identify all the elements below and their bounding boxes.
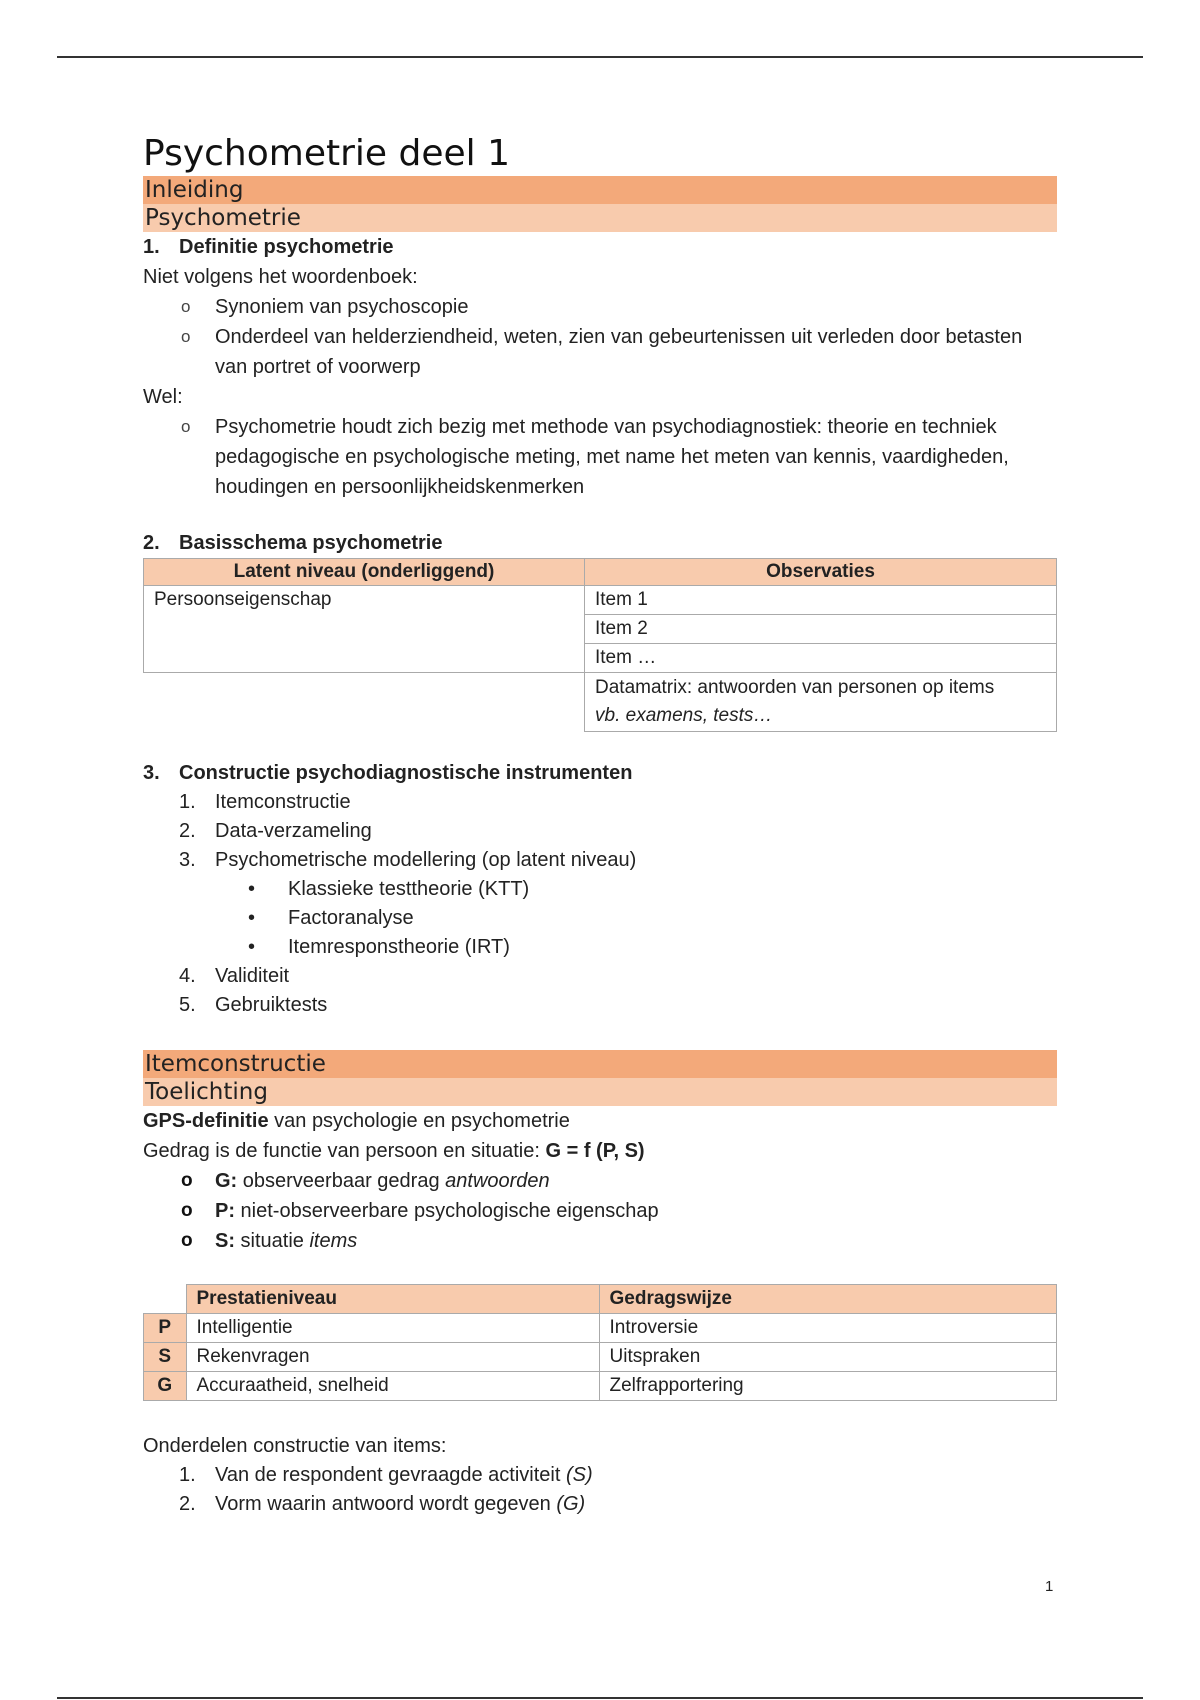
heading-inleiding: Inleiding bbox=[143, 176, 1057, 204]
basisschema-table bbox=[143, 558, 1057, 732]
question-1 bbox=[143, 232, 1057, 262]
not-list bbox=[143, 292, 1057, 382]
table-cell: Item 1 bbox=[585, 586, 1057, 615]
question-2 bbox=[143, 528, 1057, 558]
row-label: G bbox=[144, 1372, 187, 1401]
table-cell: Uitspraken bbox=[599, 1343, 1057, 1372]
bottom-rule bbox=[57, 1697, 1143, 1699]
list-item: • Factoranalyse bbox=[143, 904, 1057, 933]
row-label: S bbox=[144, 1343, 187, 1372]
list-item: o Psychometrie houdt zich bezig met methode van psychodiagnostiek: theorie en techniek pedagogische en psychologische meting, met name het meten van kennis, vaardigheden, houdingen en persoonlijkheidskenmerken bbox=[143, 412, 1057, 502]
list-item: 4. Validiteit bbox=[179, 965, 290, 987]
table-empty-cell bbox=[144, 673, 585, 732]
list-item: 1. Van de respondent gevraagde activiteit (S) bbox=[179, 1464, 593, 1486]
question-number: 1. bbox=[143, 236, 160, 258]
yes-intro: Wel: bbox=[143, 386, 183, 408]
parts-intro: Onderdelen constructie van items: bbox=[143, 1435, 447, 1457]
table-cell: Introversie bbox=[599, 1314, 1057, 1343]
table-cell: Intelligentie bbox=[186, 1314, 599, 1343]
example-text: vb. examens, tests… bbox=[595, 705, 773, 726]
list-item: o P: niet-observeerbare psychologische eigenschap bbox=[143, 1196, 1057, 1226]
list-item: o S: situatie items bbox=[143, 1226, 1057, 1256]
parts-list bbox=[143, 1461, 1057, 1519]
table-cell bbox=[585, 673, 1057, 732]
question-label: Basisschema psychometrie bbox=[179, 532, 443, 554]
question-3 bbox=[143, 758, 1057, 788]
gps-definitions bbox=[143, 1166, 1057, 1256]
list-item: o Synoniem van psychoscopie bbox=[143, 292, 1057, 322]
table-cell: Zelfrapportering bbox=[599, 1372, 1057, 1401]
steps-list-continued bbox=[143, 962, 1057, 1020]
heading-itemconstructie: Itemconstructie bbox=[143, 1050, 1057, 1078]
list-item: • Itemresponstheorie (IRT) bbox=[143, 933, 1057, 962]
table-cell: Accuraatheid, snelheid bbox=[186, 1372, 599, 1401]
gps-table bbox=[143, 1284, 1057, 1401]
table-header: Latent niveau (onderliggend) bbox=[144, 559, 585, 586]
list-item: 2. Vorm waarin antwoord wordt gegeven (G) bbox=[179, 1493, 586, 1515]
list-item: o G: observeerbaar gedrag antwoorden bbox=[143, 1166, 1057, 1196]
page-number: 1 bbox=[1045, 1578, 1054, 1595]
heading-psychometrie: Psychometrie bbox=[143, 204, 1057, 232]
question-number: 3. bbox=[143, 762, 160, 784]
yes-list bbox=[143, 412, 1057, 502]
question-label: Definitie psychometrie bbox=[179, 236, 394, 258]
table-empty-cell bbox=[144, 1285, 187, 1314]
row-label: P bbox=[144, 1314, 187, 1343]
list-item: 3. Psychometrische modellering (op latent niveau) bbox=[179, 849, 637, 871]
document-page bbox=[143, 132, 1057, 1519]
question-number: 2. bbox=[143, 532, 160, 554]
table-header: Gedragswijze bbox=[599, 1285, 1057, 1314]
table-cell: Rekenvragen bbox=[186, 1343, 599, 1372]
heading-toelichting: Toelichting bbox=[143, 1078, 1057, 1106]
list-item: o Onderdeel van helderziendheid, weten, zien van gebeurtenissen uit verleden door betasten van portret of voorwerp bbox=[143, 322, 1057, 382]
list-item: 1. Itemconstructie bbox=[179, 791, 351, 813]
steps-list bbox=[143, 788, 1057, 875]
table-cell: Item 2 bbox=[585, 615, 1057, 644]
table-cell: Persoonseigenschap bbox=[144, 586, 585, 673]
document-title: Psychometrie deel 1 bbox=[143, 133, 510, 174]
not-intro: Niet volgens het woordenboek: bbox=[143, 266, 418, 288]
gedrag-line: Gedrag is de functie van persoon en situatie: G = f (P, S) bbox=[143, 1140, 645, 1162]
sub-steps-list bbox=[143, 875, 1057, 962]
top-rule bbox=[57, 56, 1143, 58]
datamatrix-text: Datamatrix: antwoorden van personen op items bbox=[595, 677, 995, 698]
list-item: 2. Data-verzameling bbox=[179, 820, 372, 842]
question-label: Constructie psychodiagnostische instrumenten bbox=[179, 762, 633, 784]
table-header: Prestatieniveau bbox=[186, 1285, 599, 1314]
list-item: • Klassieke testtheorie (KTT) bbox=[143, 875, 1057, 904]
table-header: Observaties bbox=[585, 559, 1057, 586]
list-item: 5. Gebruiktests bbox=[179, 994, 328, 1016]
table-cell: Item … bbox=[585, 644, 1057, 673]
gps-line: GPS-definitie van psychologie en psychometrie bbox=[143, 1110, 570, 1132]
